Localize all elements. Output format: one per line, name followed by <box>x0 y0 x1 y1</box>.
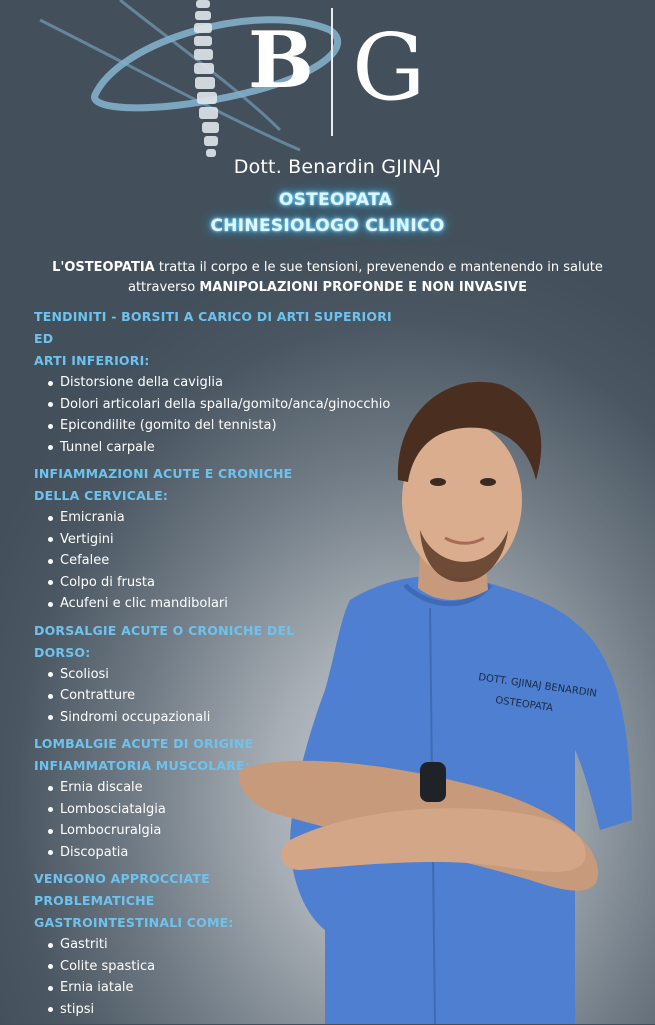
list-item: Colite spastica <box>48 956 414 978</box>
svg-text:OSTEOPATA: OSTEOPATA <box>494 695 554 715</box>
list-item: Contratture <box>48 685 414 707</box>
list-item: Ernia discale <box>48 777 414 799</box>
logo-letter-g: G <box>352 14 426 121</box>
list-item: Lombocruralgia <box>48 820 414 842</box>
list-item: Scoliosi <box>48 664 414 686</box>
section-title-line: GASTROINTESTINALI COME: <box>34 915 234 930</box>
logo-divider <box>331 8 333 136</box>
list-item: Ernia iatale <box>48 977 414 999</box>
section-title-line: DORSALGIE ACUTE O CRONICHE DEL <box>34 622 295 638</box>
list-item: Distorsione della caviglia <box>48 372 414 394</box>
watch-icon <box>420 762 446 802</box>
logo <box>0 0 655 160</box>
spine-orbit-graphic <box>0 0 655 160</box>
list-item: Epicondilite (gomito del tennista) <box>48 415 414 437</box>
list-item: Vertigini <box>48 529 414 551</box>
section-title-line: DELLA CERVICALE: <box>34 488 169 503</box>
list-item: Dolori articolari della spalla/gomito/anca/ginocchio <box>48 394 414 416</box>
section-title-line: VENGONO APPROCCIATE <box>34 871 210 886</box>
section-title-line: ARTI INFERIORI: <box>34 353 150 368</box>
logo-letter-b: B <box>248 15 314 106</box>
list-item: Lombosciatalgia <box>48 799 414 821</box>
list-item: Colpo di frusta <box>48 572 414 594</box>
intro-text: tratta il corpo e le sue tensioni, prevenendo e mantenendo in salute attraverso <box>127 260 603 295</box>
svg-text:DOTT. GJINAJ BENARDIN: DOTT. GJINAJ BENARDIN <box>477 672 598 700</box>
intro-tail: MANIPOLAZIONI PROFONDE E NON INVASIVE <box>199 280 527 295</box>
list-item: Tunnel carpale <box>48 437 414 459</box>
section-title-line: LOMBALGIE ACUTE DI ORIGINE <box>34 736 254 751</box>
title-chinesiologo: CHINESIOLOGO CLINICO <box>210 216 445 236</box>
section-title-line: DORSO: <box>34 644 91 660</box>
intro-lead: L'OSTEOPATIA <box>52 260 155 275</box>
section-title-line: PROBLEMATICHE <box>34 893 155 908</box>
doctor-name: Dott. Benardin GJINAJ <box>233 156 442 178</box>
list-item: Emicrania <box>48 507 414 529</box>
list-item: Discopatia <box>48 842 414 864</box>
list-item: Gastriti <box>48 934 414 956</box>
section-title-line: TENDINITI - BORSITI A CARICO DI ARTI SUPERIORI ED <box>34 309 392 346</box>
title-osteopata: OSTEOPATA <box>278 190 393 210</box>
doctor-photo <box>230 370 655 1024</box>
section-title-line: INFIAMMAZIONI ACUTE E CRONICHE <box>34 466 293 481</box>
list-item: stipsi <box>48 999 414 1021</box>
list-item: Acufeni e clic mandibolari <box>48 593 414 615</box>
list-item: Sindromi occupazionali <box>48 707 414 729</box>
intro-paragraph <box>30 258 625 298</box>
section-title-line: INFIAMMATORIA MUSCOLARE: <box>34 758 251 773</box>
list-item: Cefalee <box>48 550 414 572</box>
